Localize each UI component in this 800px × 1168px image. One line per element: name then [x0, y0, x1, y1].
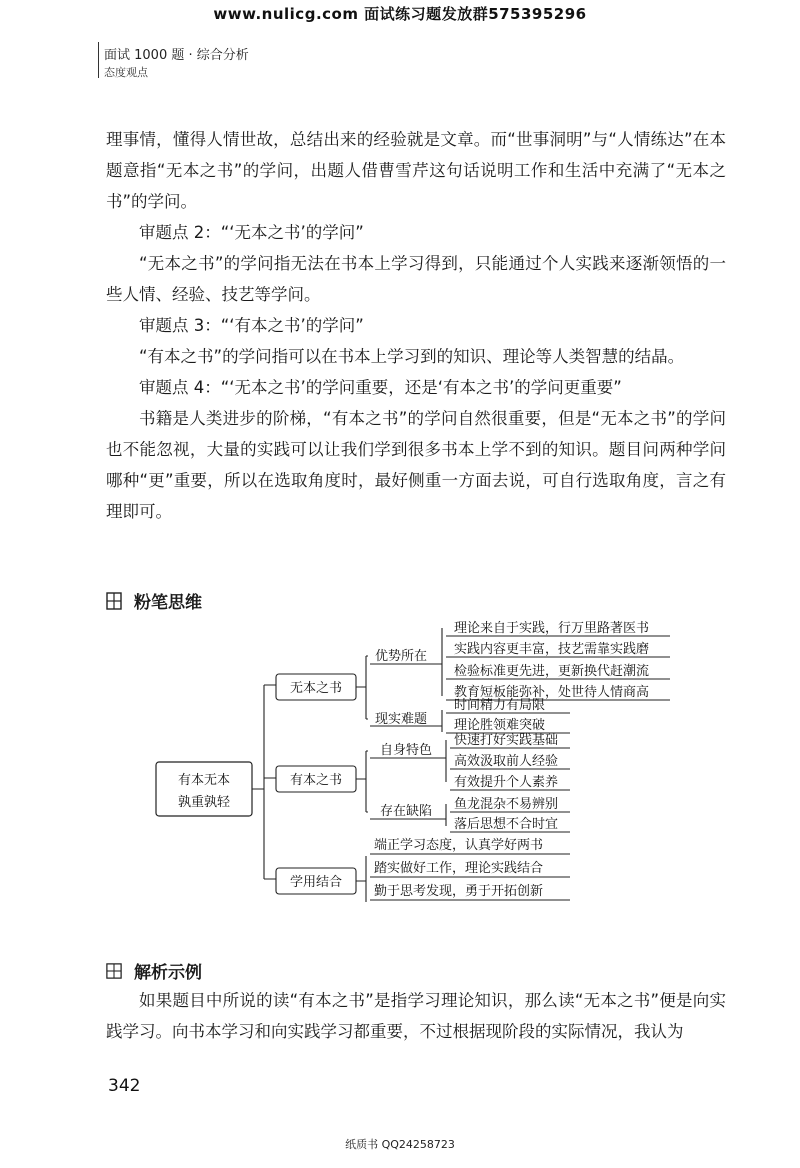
footer-note: 纸质书 QQ24258723 [345, 1138, 455, 1151]
leaf-item: 实践内容更丰富，技艺需靠实践磨 [454, 642, 650, 657]
leaf-item: 快速打好实践基础 [454, 733, 559, 748]
page-number: 342 [108, 1076, 141, 1096]
review-point-heading: 审题点 2：“‘无本之书’的学问” [139, 223, 364, 242]
leaf-item: 高效汲取前人经验 [454, 754, 559, 769]
root-line-2: 孰重孰轻 [177, 795, 231, 810]
paragraph: 如果题目中所说的读“有本之书”是指学习理论知识，那么读“无本之书”便是向实践学习。向书本学习和向实践学习都重要，不过根据现阶段的实际情况，我认为 [106, 991, 726, 1041]
leaf-item: 时间精力有局限 [454, 698, 546, 713]
root-line-1: 有本无本 [177, 773, 231, 788]
leaf-item: 有效提升个人素养 [454, 775, 559, 790]
leaf-item: 踏实做好工作，理论实践结合 [374, 861, 544, 876]
leaf-item: 鱼龙混杂不易辨别 [454, 797, 559, 812]
section-title: 解析示例 [134, 963, 202, 983]
body-text [106, 124, 726, 527]
leaf-item: 勤于思考发现，勇于开拓创新 [374, 884, 544, 899]
branch-youben: 有本之书 [289, 773, 343, 788]
review-point-heading: 审题点 3：“‘有本之书’的学问” [139, 316, 364, 335]
leaf-item: 教育短板能弥补，处世待人情商高 [454, 685, 650, 700]
leaf-item: 落后思想不合时宜 [454, 817, 559, 832]
header-rule [98, 42, 99, 78]
branch-wuben: 无本之书 [289, 681, 343, 696]
section-heading-analysis [106, 958, 202, 983]
running-header-title: 面试 1000 题 · 综合分析 [104, 48, 249, 63]
section-heading-thinking [106, 588, 202, 613]
chalk-icon [106, 592, 122, 610]
analysis-text [106, 985, 726, 1047]
group-label: 优势所在 [375, 649, 428, 664]
paragraph: 理事情，懂得人情世故，总结出来的经验就是文章。而“世事洞明”与“人情练达”在本题意指“无本之书”的学问，出题人借曹雪芹这句话说明工作和生活中充满了“无本之书”的学问。 [106, 130, 726, 211]
group-label: 存在缺陷 [380, 804, 433, 819]
branch-xueyong: 学用结合 [289, 875, 343, 890]
mind-map [140, 612, 680, 912]
leaf-item: 理论胜领难突破 [454, 718, 546, 733]
paragraph: “有本之书”的学问指可以在书本上学习到的知识、理论等人类智慧的结晶。 [139, 347, 685, 366]
section-title: 粉笔思维 [134, 593, 202, 613]
paragraph: 书籍是人类进步的阶梯，“有本之书”的学问自然很重要，但是“无本之书”的学问也不能忽视，大量的实践可以让我们学到很多书本上学不到的知识。题目问两种学问哪种“更”重要，所以在选取角度时，最好侧重一方面去说，可自行选取角度，言之有理即可。 [106, 409, 726, 521]
mind-map-root [156, 762, 252, 816]
grid-icon [106, 962, 122, 980]
group-label: 现实难题 [375, 712, 428, 727]
paragraph: “无本之书”的学问指无法在书本上学习得到，只能通过个人实践来逐渐领悟的一些人情、经验、技艺等学问。 [106, 254, 726, 304]
leaf-item: 理论来自于实践，行万里路著医书 [454, 621, 650, 636]
group-label: 自身特色 [380, 743, 433, 758]
watermark-banner: www.nulicg.com 面试练习题发放群575395296 [213, 5, 587, 23]
leaf-item: 检验标准更先进，更新换代赶潮流 [454, 664, 650, 679]
running-header-subtitle: 态度观点 [104, 66, 148, 79]
leaf-item: 端正学习态度，认真学好两书 [374, 838, 544, 853]
review-point-heading: 审题点 4：“‘无本之书’的学问重要，还是‘有本之书’的学问更重要” [139, 378, 622, 397]
